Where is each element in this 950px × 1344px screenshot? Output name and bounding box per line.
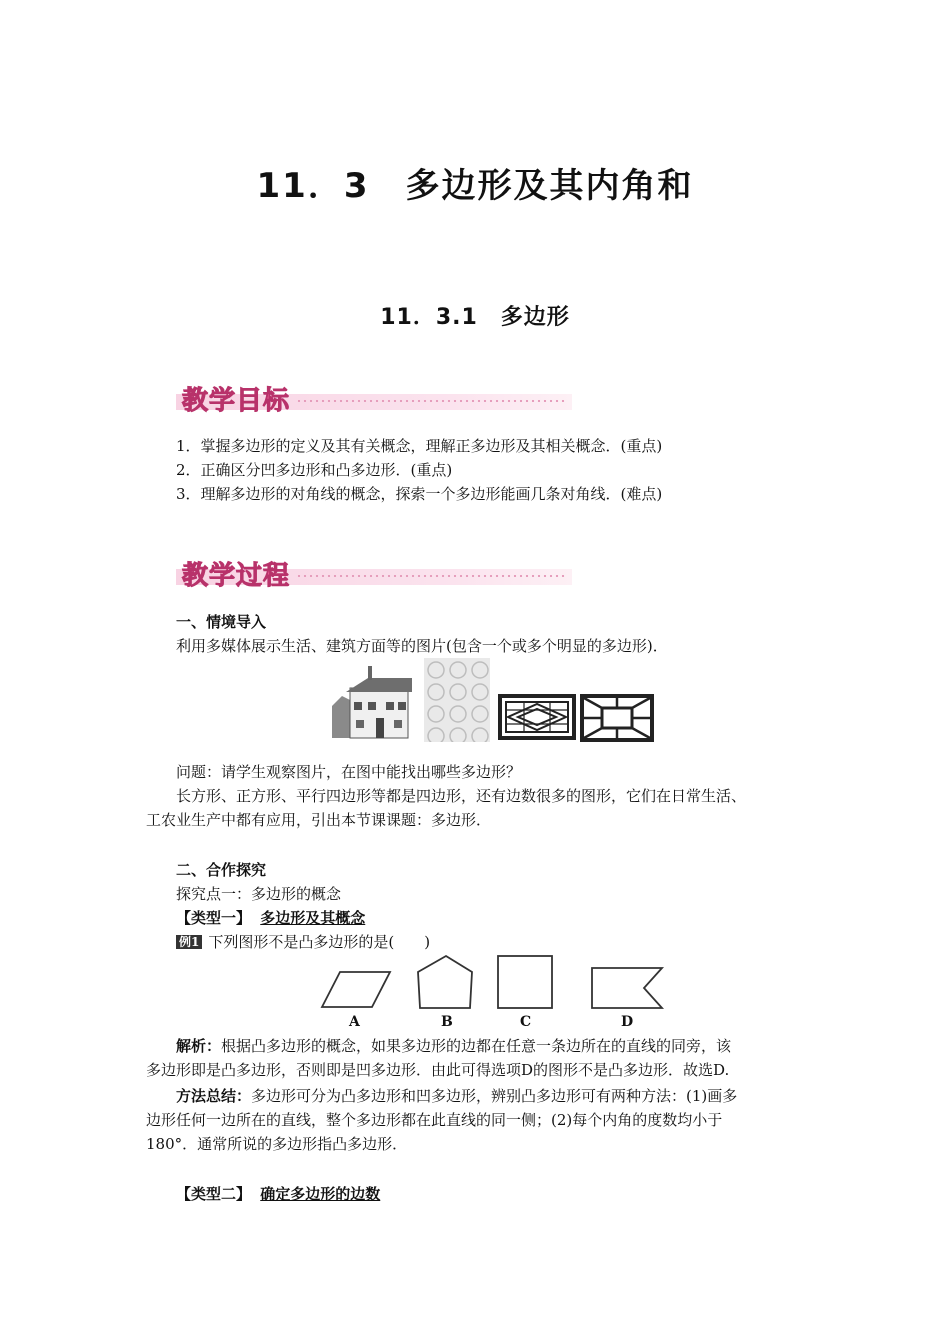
page-title: 11．3 多边形及其内角和 [256, 166, 694, 206]
section2-heading: 二、合作探究 [176, 861, 267, 879]
shape-label-a: A [349, 1014, 360, 1030]
method-line3: 180°．通常所说的多边形指凸多边形． [146, 1135, 408, 1153]
objective-item-3: 3．理解多边形的对角线的概念，探索一个多边形能画几条对角线．(难点) [176, 485, 663, 503]
window-lattice-1 [500, 696, 574, 738]
type1-heading [176, 906, 365, 930]
house-illustration [332, 666, 412, 738]
type2-bracket: 【类型二】 [176, 1185, 252, 1203]
objective-item-2: 2．正确区分凹多边形和凸多边形．(重点) [176, 461, 453, 479]
window-lattice-2 [582, 696, 652, 740]
explore-point-1: 探究点一：多边形的概念 [176, 885, 342, 903]
tile-pattern [424, 658, 490, 742]
section1-intro: 利用多媒体展示生活、建筑方面等的图片(包含一个或多个明显的多边形)． [176, 637, 668, 655]
example-tag: 例1 [176, 935, 202, 949]
analysis-label: 解析： [176, 1037, 222, 1055]
section1-question: 问题：请学生观察图片，在图中能找出哪些多边形？ [176, 763, 522, 781]
shape-c-square [498, 956, 552, 1008]
objective-item-1: 1．掌握多边形的定义及其有关概念，理解正多边形及其相关概念．(重点) [176, 437, 663, 455]
type1-title: 多边形及其概念 [260, 909, 366, 927]
section1-para-line2: 工农业生产中都有应用，引出本节课课题：多边形． [146, 811, 492, 829]
process-banner [176, 555, 572, 589]
section1-heading: 一、情境导入 [176, 613, 267, 631]
process-banner-label: 教学过程 [182, 561, 291, 591]
method-label: 方法总结： [176, 1087, 252, 1105]
shape-d-concave [592, 968, 662, 1008]
example-text: 下列图形不是凸多边形的是( ) [208, 933, 431, 951]
objectives-banner [176, 380, 572, 414]
section-subtitle: 11．3.1 多边形 [380, 305, 570, 330]
shape-b-pentagon [418, 956, 472, 1008]
objectives-banner-label: 教学目标 [182, 386, 291, 416]
analysis-line2: 多边形即是凸多边形，否则即是凹多边形．由此可得选项D的图形不是凸多边形．故选D. [146, 1061, 730, 1079]
analysis-line1: 解析：根据凸多边形的概念，如果多边形的边都在任意一条边所在的直线的同旁，该 [176, 1037, 732, 1055]
shape-label-b: B [441, 1014, 453, 1030]
shape-label-d: D [621, 1014, 634, 1030]
shape-a-parallelogram [322, 972, 390, 1007]
shape-label-c: C [520, 1014, 532, 1030]
method-line1: 方法总结：多边形可分为凸多边形和凹多边形，辨别凸多边形可有两种方法：(1)画多 [176, 1087, 738, 1105]
type2-title: 确定多边形的边数 [260, 1185, 381, 1203]
method-line2: 边形任何一边所在的直线，整个多边形都在此直线的同一侧；(2)每个内角的度数均小于 [146, 1111, 723, 1129]
section1-para-line1: 长方形、正方形、平行四边形等都是四边形，还有边数很多的图形，它们在日常生活、 [176, 787, 747, 805]
type1-bracket: 【类型一】 [176, 909, 252, 927]
intro-images [328, 658, 658, 742]
example-shapes [316, 950, 666, 1014]
type2-heading [176, 1182, 380, 1206]
